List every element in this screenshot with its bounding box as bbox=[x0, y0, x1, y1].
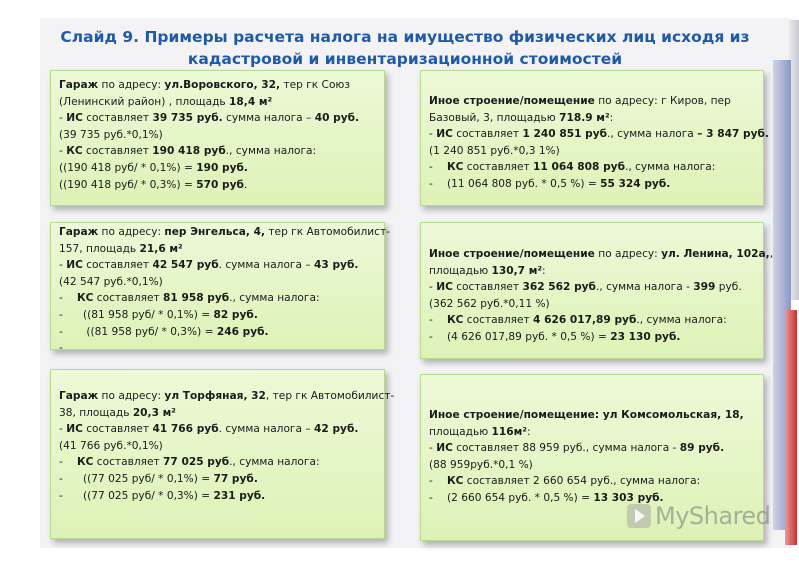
play-logo-icon bbox=[627, 504, 651, 528]
inventory-formula: (362 562 руб.*0,11 %) bbox=[429, 297, 550, 310]
cadastral-value: 81 958 руб bbox=[163, 292, 230, 305]
cadastral-tax-2: 231 руб. bbox=[213, 489, 266, 502]
object-type: Гараж bbox=[59, 226, 99, 238]
inventory-formula: (88 959руб.*0,1 %) bbox=[429, 458, 533, 471]
cadastral-value: 190 418 руб bbox=[152, 145, 226, 158]
object-address: пер Энгельса, 4, bbox=[164, 226, 266, 238]
object-address: ул Торфяная, 32 bbox=[164, 390, 266, 402]
cadastral-tax-2: 246 руб. bbox=[216, 325, 269, 338]
cadastral-tax: 23 130 руб. bbox=[610, 330, 681, 343]
slide-title bbox=[60, 26, 750, 70]
object-address: ул.Воровского, 32, bbox=[164, 79, 281, 91]
object-type: Гараж bbox=[59, 390, 99, 402]
cadastral-tax-2: 570 руб bbox=[196, 178, 244, 191]
slide-title-line-2: кадастровой и инвентаризационной стоимостей bbox=[187, 50, 623, 68]
inventory-tax: – 3 847 руб. bbox=[697, 128, 769, 141]
cadastral-tax-1: 82 руб. bbox=[213, 308, 258, 321]
cadastral-value: 4 626 017,89 руб bbox=[533, 314, 637, 327]
inventory-tax: 399 bbox=[693, 281, 716, 294]
cadastral-tax: 55 324 руб. bbox=[600, 177, 671, 190]
object-area: 116м² bbox=[491, 425, 527, 438]
example-card-building-bazovyi: Иное строение/помещение по адресу: г Киров, пер Базовый, 3, площадью 718.9 м²: - ИС составляет 1 240 851 руб., сумма налога – 3 847 руб. (1 240 851 руб.*0,3 1%) - КС составляет 11 064 808 руб., сумма налога: - (11 064 808 руб. * 0,5 %) = 55 324 руб. bbox=[420, 70, 764, 206]
slide-title-line-1: Слайд 9. Примеры расчета налога на имущество физических лиц исходя из bbox=[60, 28, 750, 46]
cadastral-tax-1: 190 руб. bbox=[196, 161, 248, 174]
decor-stripe-red bbox=[785, 310, 797, 545]
inventory-value: 362 562 руб bbox=[522, 281, 596, 294]
cadastral-tax: 13 303 руб. bbox=[593, 491, 664, 504]
object-area: 21,6 м² bbox=[139, 242, 183, 255]
inventory-formula: (41 766 руб.*0,1%) bbox=[59, 439, 163, 452]
object-type: Иное строение/помещение: bbox=[429, 409, 603, 421]
object-area: 20,3 м² bbox=[132, 406, 176, 419]
example-card-building-lenina: Иное строение/помещение по адресу: ул. Ленина, 102а,, площадью 130,7 м²: - ИС составляет 362 562 руб., сумма налога - 399 руб. (362 562 руб.*0,11 %) - КС составляет 4 626 017,89 руб., сумма налога: - (4 626 017,89 руб. * 0,5 %) = 23 130 руб. bbox=[420, 222, 764, 359]
inventory-formula: (39 735 руб.*0,1%) bbox=[59, 128, 163, 141]
object-type: Иное строение/помещение bbox=[429, 95, 595, 107]
object-type: Гараж bbox=[59, 79, 99, 91]
cadastral-tax-1: 77 руб. bbox=[213, 472, 258, 485]
example-card-garage-torfyanaya: Гараж по адресу: ул Торфяная, 32, тер гк Автомобилист- 38, площадь 20,3 м² - ИС составляет 41 766 руб. сумма налога – 42 руб. (41 766 руб.*0,1%) - КС составляет 77 025 руб., сумма налога: - ((77 025 руб/ * 0,1%) = 77 руб. - ((77 025 руб/ * 0,3%) = 231 руб. bbox=[50, 369, 385, 539]
inventory-tax: 42 руб. bbox=[314, 423, 359, 436]
inventory-formula: (1 240 851 руб.*0,3 1%) bbox=[429, 144, 560, 157]
inventory-value: 39 735 руб. bbox=[152, 112, 223, 125]
watermark-text: MyShared bbox=[655, 502, 771, 530]
example-card-garage-vorovskogo: Гараж по адресу: ул.Воровского, 32, тер гк Союз (Ленинский район) , площадь 18,4 м² - ИС составляет 39 735 руб. сумма налога – 40 руб. (39 735 руб.*0,1%) - КС составляет 190 418 руб., сумма налога: ((190 418 руб/ * 0,1%) = 190 руб. ((190 418 руб/ * 0,3%) = 570 руб. bbox=[50, 70, 385, 206]
inventory-value: 41 766 руб bbox=[152, 423, 219, 436]
object-type: Иное строение/помещение bbox=[429, 248, 595, 260]
inventory-value: 42 547 руб bbox=[152, 259, 219, 272]
watermark bbox=[627, 502, 770, 530]
inventory-tax: 40 руб. bbox=[314, 112, 360, 125]
example-card-building-komsomolskaya: Иное строение/помещение: ул Комсомольская, 18, площадью 116м²: - ИС составляет 88 959 руб., сумма налога - 89 руб. (88 959руб.*0,1 %) - КС составляет 2 660 654 руб., сумма налога: - (2 660 654 руб. * 0,5 %) = 13 303 руб. bbox=[420, 374, 764, 541]
inventory-formula: (42 547 руб.*0,1%) bbox=[59, 275, 163, 288]
object-area: 18,4 м² bbox=[229, 95, 273, 108]
inventory-tax: 43 руб. bbox=[314, 259, 359, 272]
example-card-garage-engelsa: Гараж по адресу: пер Энгельса, 4, тер гк Автомобилист- 157, площадь 21,6 м² - ИС составляет 42 547 руб. сумма налога – 43 руб. (42 547 руб.*0,1%) - КС составляет 81 958 руб., сумма налога: - ((81 958 руб/ * 0,1%) = 82 руб. - ((81 958 руб/ * 0,3%) = 246 руб. - bbox=[50, 222, 385, 350]
object-address: ул. Ленина, 102а, bbox=[661, 248, 770, 260]
object-address: ул Комсомольская, 18, bbox=[602, 409, 744, 421]
object-area: 130,7 м² bbox=[491, 264, 543, 277]
cadastral-value: 77 025 руб bbox=[163, 456, 230, 469]
inventory-value: 1 240 851 руб bbox=[522, 128, 608, 141]
object-area: 718.9 м² bbox=[559, 111, 610, 124]
cadastral-value: 11 064 808 руб bbox=[533, 161, 625, 174]
inventory-tax: 89 руб. bbox=[679, 442, 725, 455]
